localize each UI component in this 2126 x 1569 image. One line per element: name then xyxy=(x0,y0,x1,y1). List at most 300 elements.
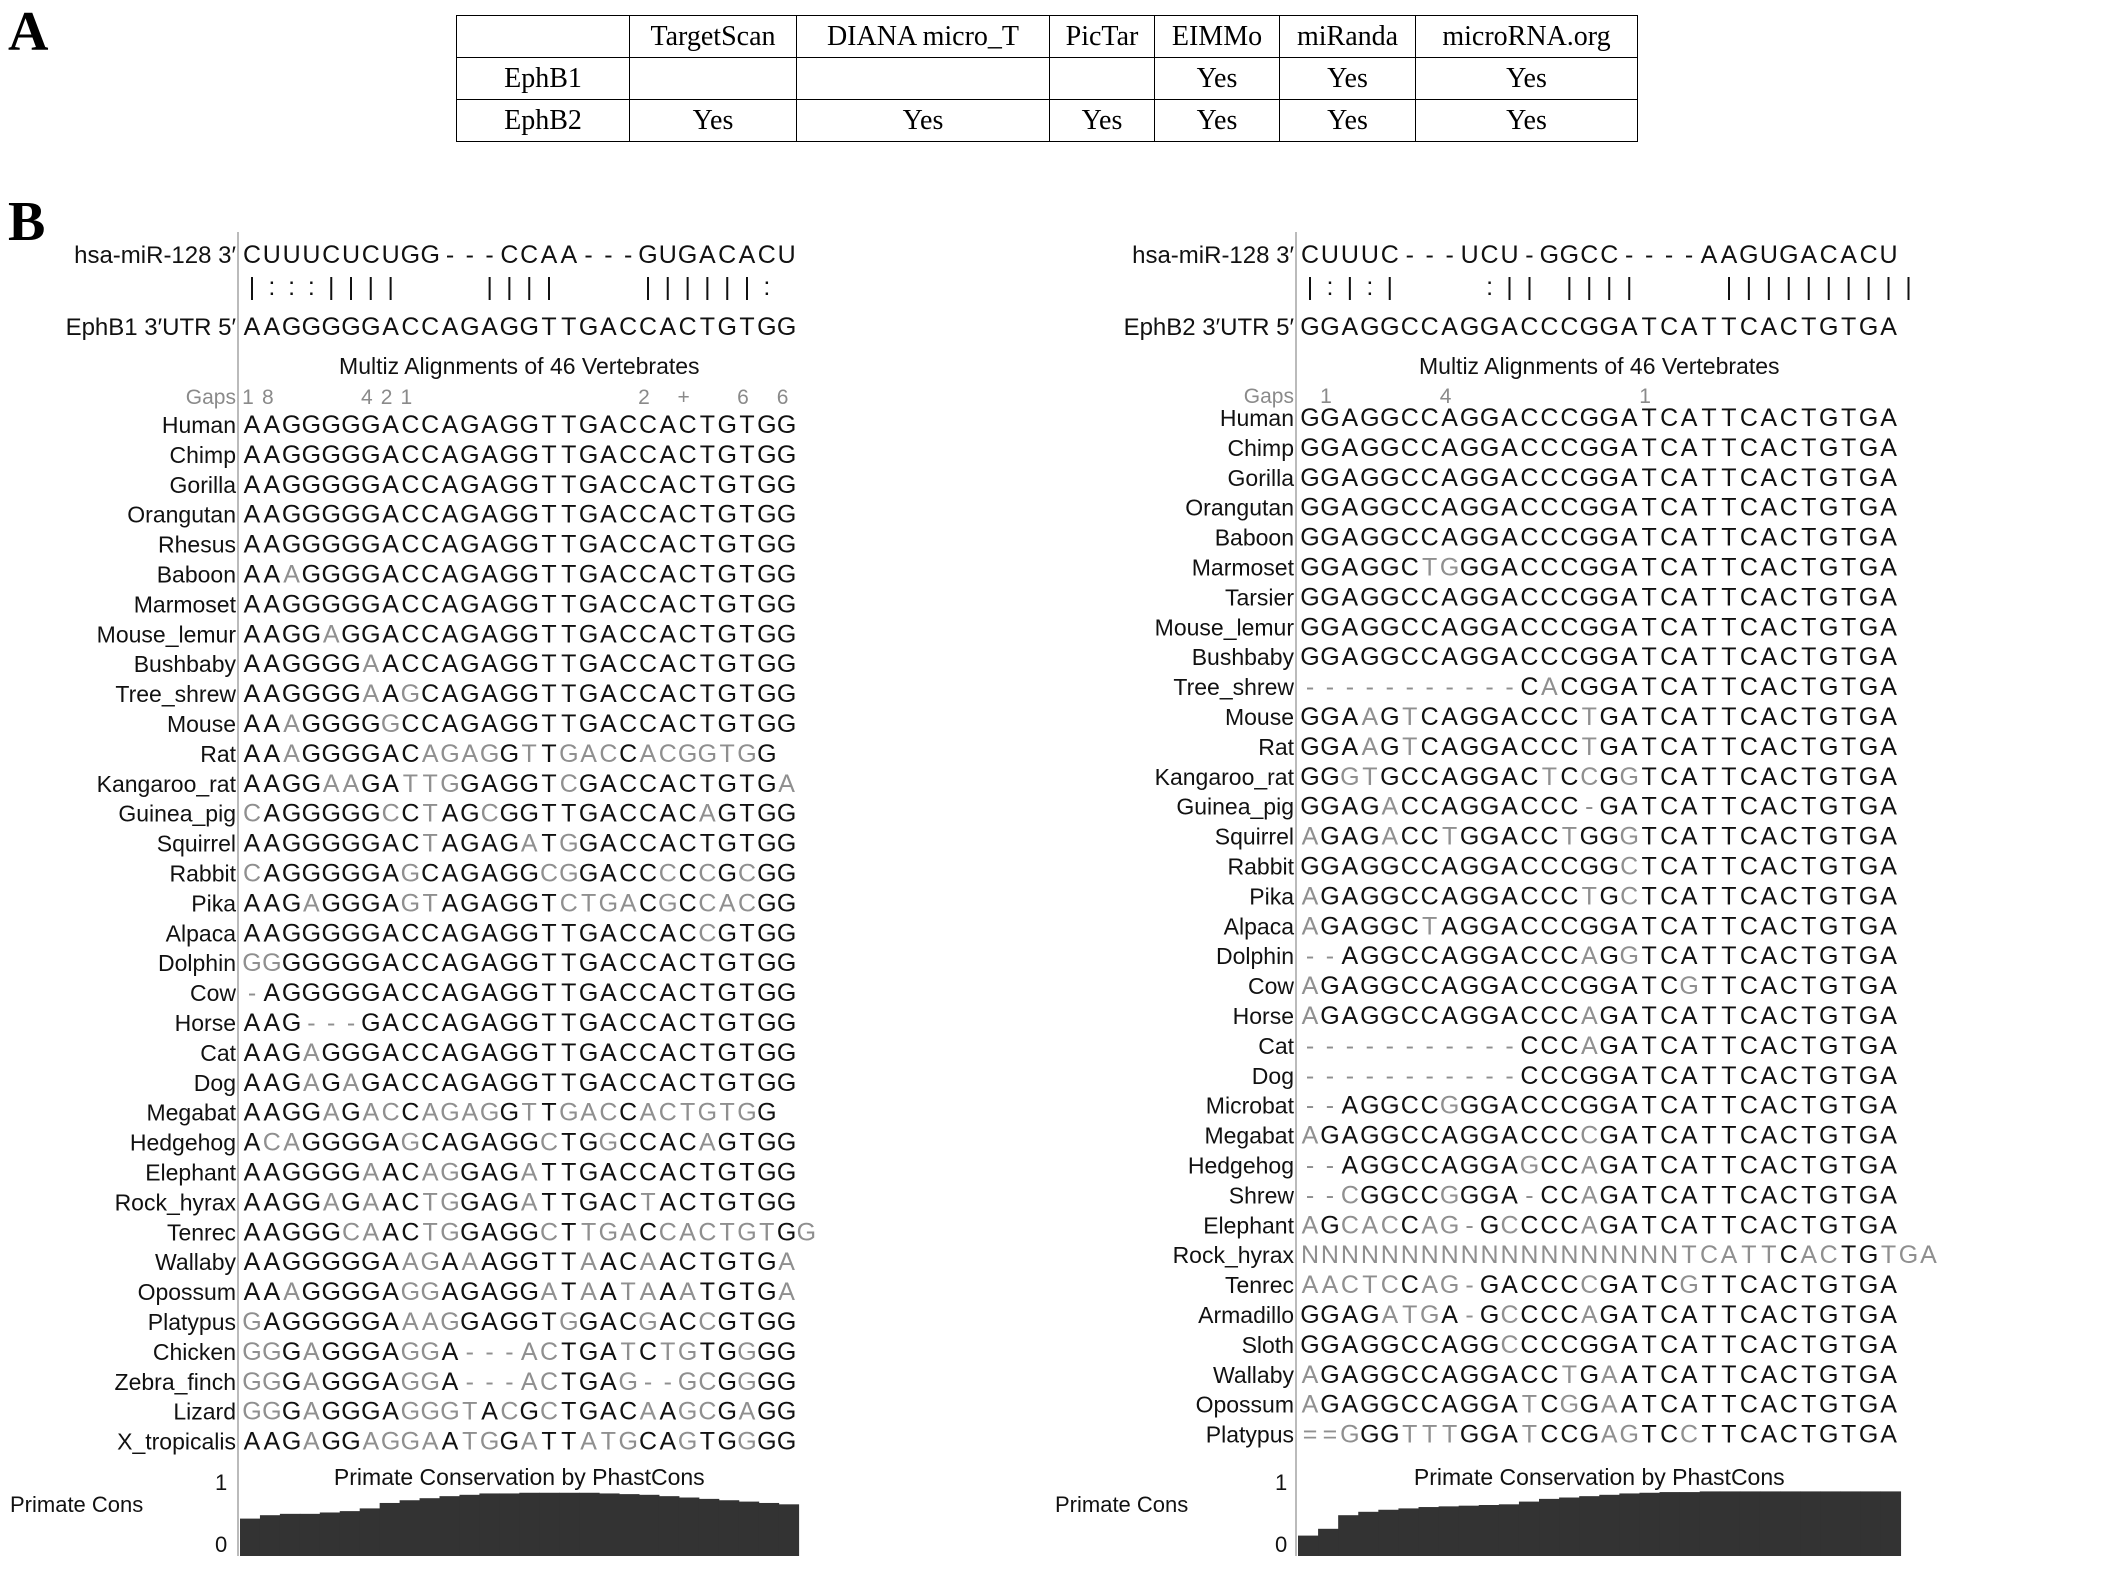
species-base: G xyxy=(1360,972,1380,1001)
species-base: G xyxy=(1479,1121,1500,1150)
table-header-cell: TargetScan xyxy=(630,16,797,58)
species-base: G xyxy=(1380,493,1400,522)
species-base: A xyxy=(303,1397,320,1426)
species-base: C xyxy=(638,500,658,529)
species-base: G xyxy=(499,1427,520,1456)
pairing-mark: | xyxy=(248,273,256,301)
species-base: G xyxy=(499,919,520,948)
species-base: A xyxy=(481,560,498,589)
species-base: T xyxy=(1641,882,1657,911)
mirna-base: - xyxy=(1405,241,1414,269)
species-base: C xyxy=(619,1158,638,1187)
species-base: T xyxy=(580,889,597,918)
species-base: C xyxy=(421,979,440,1008)
species-base: T xyxy=(739,949,755,978)
phastcons-bar xyxy=(1780,1491,1801,1556)
species-base: G xyxy=(361,1009,381,1037)
species-base: A xyxy=(243,530,261,559)
mirna-label: hsa-miR-128 3′ xyxy=(74,242,236,269)
species-base: C xyxy=(1520,1002,1539,1030)
species-base: C xyxy=(638,1038,658,1067)
species-base: A xyxy=(1620,1181,1638,1210)
species-base: G xyxy=(1300,762,1320,791)
species-base: C xyxy=(1560,1330,1579,1359)
species-base: C xyxy=(1779,1241,1798,1270)
species-base: A xyxy=(382,680,399,709)
species-base: A xyxy=(382,440,399,469)
species-base: G xyxy=(776,889,797,918)
species-base: - xyxy=(1465,1211,1474,1240)
species-base: A xyxy=(1441,493,1458,522)
phastcons-ylabel: Primate Cons xyxy=(1055,1492,1189,1517)
species-name: Marmoset xyxy=(1191,554,1294,581)
species-base: A xyxy=(1880,703,1897,731)
species-base: C xyxy=(619,1068,638,1097)
species-name: Rabbit xyxy=(169,860,236,887)
pairing-mark: | xyxy=(664,273,672,301)
species-base: G xyxy=(1818,1061,1839,1090)
species-base: G xyxy=(717,530,737,559)
gap-mark: 1 xyxy=(1639,385,1651,408)
species-base: C xyxy=(1779,1121,1798,1150)
species-base: A xyxy=(1760,1390,1778,1419)
mirna-base: U xyxy=(1340,241,1359,269)
species-base: A xyxy=(441,590,459,619)
species-base: T xyxy=(1701,1211,1717,1240)
species-base: A xyxy=(1441,463,1458,492)
species-base: G xyxy=(1479,882,1500,911)
pairing-mark: : xyxy=(307,273,315,301)
species-base: A xyxy=(659,1009,677,1037)
species-base: G xyxy=(1579,1061,1600,1090)
species-name: Squirrel xyxy=(156,830,236,857)
species-base: C xyxy=(638,560,658,589)
species-base: A xyxy=(243,1098,261,1127)
species-base: T xyxy=(422,1218,438,1247)
species-base: T xyxy=(1422,1420,1438,1449)
species-base: A xyxy=(243,1038,261,1067)
species-base: T xyxy=(541,829,557,858)
species-base: G xyxy=(1898,1241,1919,1270)
species-base: C xyxy=(619,680,638,709)
species-base: C xyxy=(1540,1181,1559,1210)
species-base: G xyxy=(281,1397,302,1426)
species-base: T xyxy=(561,530,577,559)
species-base: T xyxy=(1721,882,1737,911)
species-base: G xyxy=(1459,1360,1480,1389)
phastcons-bar xyxy=(1880,1491,1901,1556)
species-base: G xyxy=(757,739,777,768)
species-base: N xyxy=(1660,1241,1679,1270)
species-base: A xyxy=(1441,703,1458,731)
species-base: G xyxy=(757,500,777,529)
species-base: G xyxy=(420,1397,440,1426)
species-base: G xyxy=(281,1038,302,1067)
species-base: G xyxy=(1459,1420,1480,1449)
species-base: T xyxy=(561,1068,577,1097)
species-base: C xyxy=(1500,1330,1519,1359)
species-base: C xyxy=(1500,1301,1519,1329)
species-base: C xyxy=(1660,1420,1679,1449)
species-base: C xyxy=(1560,972,1579,1001)
species-base: G xyxy=(1479,493,1500,522)
species-base: G xyxy=(499,1188,520,1217)
species-base: A xyxy=(362,680,380,709)
species-base: T xyxy=(1641,463,1657,492)
species-base: G xyxy=(519,859,539,888)
utr-base: C xyxy=(1660,313,1679,341)
species-base: A xyxy=(1441,583,1458,612)
species-base: G xyxy=(1599,673,1619,702)
species-base: C xyxy=(1540,942,1559,971)
species-base: A xyxy=(1501,1271,1518,1300)
species-base: G xyxy=(1858,643,1879,672)
species-base: G xyxy=(1818,852,1839,881)
species-base: A xyxy=(481,1308,498,1336)
species-base: T xyxy=(1721,1420,1737,1449)
pairing-mark: | xyxy=(723,273,731,301)
species-base: G xyxy=(519,1038,539,1067)
species-base: A xyxy=(1620,433,1638,462)
species-base: T xyxy=(1721,583,1737,612)
utr-base: A xyxy=(1341,313,1359,341)
species-base: A xyxy=(382,1218,399,1247)
species-base: G xyxy=(1459,852,1480,881)
species-base: T xyxy=(1841,1181,1857,1210)
species-base: A xyxy=(441,859,459,888)
utr-base: C xyxy=(1739,313,1758,341)
species-base: G xyxy=(519,530,539,559)
species-base: G xyxy=(1858,1241,1879,1270)
species-base: C xyxy=(1540,583,1559,612)
phastcons-bar xyxy=(539,1493,559,1556)
species-base: G xyxy=(1479,463,1500,492)
species-base: A xyxy=(481,949,498,978)
species-base: G xyxy=(1599,1002,1619,1030)
species-base: C xyxy=(1660,1151,1679,1180)
species-base: T xyxy=(1721,972,1737,1001)
species-base: A xyxy=(1620,493,1638,522)
utr-base: A xyxy=(441,313,459,341)
species-base: C xyxy=(1540,912,1559,941)
species-base: N xyxy=(1540,1241,1559,1270)
species-base: T xyxy=(1801,1151,1817,1180)
utr-base: G xyxy=(460,313,480,341)
species-base: G xyxy=(321,919,341,948)
species-base: C xyxy=(539,1218,559,1247)
species-base: G xyxy=(361,979,381,1008)
species-base: G xyxy=(776,1188,797,1217)
species-base: A xyxy=(1441,1360,1458,1389)
utr-base: G xyxy=(519,313,539,341)
species-base: A xyxy=(1680,673,1698,702)
species-base: G xyxy=(1300,553,1320,582)
species-base: A xyxy=(600,560,617,589)
species-base: G xyxy=(400,1397,421,1426)
species-base: G xyxy=(281,440,302,469)
pairing-mark: | xyxy=(1346,273,1354,301)
species-base: G xyxy=(301,859,322,888)
species-base: C xyxy=(1400,1181,1419,1210)
species-base: A xyxy=(1680,1390,1698,1419)
species-base: T xyxy=(1701,912,1717,941)
species-base: G xyxy=(361,1128,381,1157)
species-base: G xyxy=(499,1009,520,1037)
species-base: T xyxy=(1701,404,1717,432)
species-base: A xyxy=(1381,792,1399,821)
species-base: T xyxy=(1641,1211,1657,1240)
species-name: Rat xyxy=(1258,733,1294,760)
species-base: A xyxy=(382,859,399,888)
species-base: C xyxy=(619,799,638,828)
species-base: - xyxy=(1505,1031,1514,1060)
utr-base: G xyxy=(757,313,777,341)
species-base: A xyxy=(1680,1330,1698,1359)
species-base: G xyxy=(1380,613,1400,642)
species-base: T xyxy=(561,1038,577,1067)
species-base: A xyxy=(600,979,617,1008)
species-base: T xyxy=(699,1248,716,1277)
species-base: G xyxy=(341,1308,361,1336)
species-base: C xyxy=(1520,1301,1539,1329)
phastcons-ylabel: Primate Cons xyxy=(10,1492,144,1517)
species-base: C xyxy=(539,1367,559,1396)
species-base: G xyxy=(321,1038,341,1067)
species-base: G xyxy=(1300,852,1320,881)
species-base: G xyxy=(1579,1420,1600,1449)
species-base: G xyxy=(1599,583,1619,612)
species-base: G xyxy=(460,979,480,1008)
mirna-base: - xyxy=(1684,241,1694,269)
species-base: C xyxy=(401,710,420,738)
species-base: G xyxy=(1320,493,1340,522)
species-base: T xyxy=(739,590,755,619)
species-base: T xyxy=(541,769,557,798)
species-base: G xyxy=(1858,553,1879,582)
species-base: G xyxy=(1619,822,1639,851)
species-base: T xyxy=(1801,732,1817,761)
species-base: A xyxy=(1680,643,1698,672)
species-base: G xyxy=(460,1128,480,1157)
species-base: C xyxy=(638,859,658,888)
species-base: G xyxy=(321,500,341,529)
mirna-base: C xyxy=(361,241,380,269)
species-base: A xyxy=(1301,882,1319,911)
species-base: G xyxy=(301,1098,322,1127)
species-base: A xyxy=(600,530,617,559)
species-base: T xyxy=(699,949,716,978)
species-base: A xyxy=(1501,912,1518,941)
mirna-base: - xyxy=(604,241,613,269)
species-base: A xyxy=(263,739,281,768)
species-base: T xyxy=(1741,1241,1757,1270)
species-base: T xyxy=(1402,1420,1418,1449)
species-base: G xyxy=(321,710,341,738)
species-name: Cow xyxy=(1247,973,1294,1000)
species-base: C xyxy=(1779,523,1798,552)
mirna-base: U xyxy=(1759,241,1778,269)
species-base: G xyxy=(361,1248,381,1277)
utr-base: C xyxy=(1779,313,1798,341)
species-base: A xyxy=(263,919,281,948)
species-base: G xyxy=(1360,882,1380,911)
pairing-mark: : xyxy=(1486,273,1494,301)
species-base: G xyxy=(281,650,302,679)
species-base: T xyxy=(561,1397,577,1426)
species-base: A xyxy=(600,620,617,649)
species-base: - xyxy=(1465,673,1474,702)
species-base: A xyxy=(1441,1002,1458,1030)
phastcons-bar xyxy=(1539,1499,1560,1556)
utr-base: C xyxy=(401,313,420,341)
species-base: C xyxy=(1400,912,1419,941)
species-base: T xyxy=(1721,404,1737,432)
species-base: A xyxy=(1620,1301,1638,1329)
species-base: A xyxy=(659,1397,677,1426)
species-base: G xyxy=(578,411,599,439)
mirna-base: G xyxy=(1739,241,1759,269)
pairing-mark: : xyxy=(1366,273,1374,301)
species-base: A xyxy=(1620,1211,1638,1240)
mirna-base: U xyxy=(1360,241,1379,269)
species-base: G xyxy=(578,1038,599,1067)
phastcons-ytick-top: 1 xyxy=(215,1470,228,1495)
species-base: A xyxy=(1680,942,1698,971)
species-base: T xyxy=(699,1009,716,1037)
pairing-mark: | xyxy=(1845,273,1852,301)
species-base: A xyxy=(1760,852,1778,881)
species-base: T xyxy=(1801,523,1817,552)
species-base: A xyxy=(441,710,459,738)
species-base: A xyxy=(1341,822,1359,851)
utr-base: A xyxy=(481,313,498,341)
species-base: G xyxy=(1380,1121,1400,1150)
species-base: A xyxy=(1880,732,1897,761)
species-base: G xyxy=(578,650,599,679)
species-base: T xyxy=(1442,1420,1458,1449)
species-base: A xyxy=(659,1248,677,1277)
species-base: C xyxy=(678,560,697,589)
species-base: - xyxy=(465,1367,474,1396)
species-base: T xyxy=(739,440,755,469)
species-base: C xyxy=(1560,703,1579,731)
species-base: G xyxy=(1479,583,1500,612)
species-base: A xyxy=(481,620,498,649)
species-base: N xyxy=(1340,1241,1359,1270)
species-base: - xyxy=(1325,1031,1335,1060)
species-base: G xyxy=(301,440,322,469)
species-base: C xyxy=(1400,1390,1419,1419)
species-base: A xyxy=(1381,1301,1399,1329)
species-base: C xyxy=(1520,643,1539,672)
species-base: G xyxy=(440,1098,460,1127)
species-base: G xyxy=(499,440,520,469)
pairing-mark: | xyxy=(387,273,394,301)
species-base: A xyxy=(1880,1121,1897,1150)
species-base: A xyxy=(263,1308,281,1336)
species-base: C xyxy=(1739,972,1758,1001)
species-base: T xyxy=(1841,852,1857,881)
mirna-base: C xyxy=(1480,241,1499,269)
species-name: Shrew xyxy=(1228,1182,1294,1209)
species-base: C xyxy=(619,949,638,978)
species-base: C xyxy=(1540,792,1559,821)
species-base: A xyxy=(659,829,677,858)
species-base: C xyxy=(1340,1181,1359,1210)
species-base: A xyxy=(481,1278,498,1307)
species-base: G xyxy=(361,620,381,649)
species-base: A xyxy=(1441,1121,1458,1150)
species-base: - xyxy=(1385,1031,1394,1060)
species-base: T xyxy=(699,1068,716,1097)
pairing-mark: | xyxy=(327,273,335,301)
species-base: C xyxy=(539,1397,559,1426)
species-base: G xyxy=(1320,1121,1340,1150)
species-base: A xyxy=(243,1128,261,1157)
species-base: T xyxy=(541,560,557,589)
species-base: G xyxy=(1320,1390,1340,1419)
species-base: C xyxy=(1400,493,1419,522)
species-base: A xyxy=(263,680,281,709)
species-base: G xyxy=(499,710,520,738)
species-base: T xyxy=(1581,882,1597,911)
species-base: G xyxy=(1360,852,1380,881)
species-base: T xyxy=(1721,433,1737,462)
species-base: G xyxy=(1320,703,1340,731)
species-base: A xyxy=(580,1427,597,1456)
species-base: C xyxy=(1520,1091,1539,1120)
species-base: A xyxy=(1760,1271,1778,1300)
species-base: G xyxy=(757,1397,777,1426)
species-base: C xyxy=(1779,1390,1798,1419)
utr-base: T xyxy=(1701,313,1717,341)
species-base: C xyxy=(1420,822,1439,851)
species-base: C xyxy=(1560,553,1579,582)
phastcons-bar xyxy=(1599,1495,1620,1556)
species-base: G xyxy=(757,1009,777,1037)
species-base: G xyxy=(400,889,421,918)
species-base: C xyxy=(1540,433,1559,462)
species-base: A xyxy=(1880,404,1897,432)
species-base: A xyxy=(600,1188,617,1217)
species-base: A xyxy=(1301,972,1319,1001)
species-base: A xyxy=(1501,1360,1518,1389)
species-base: T xyxy=(1841,1360,1857,1389)
species-base: G xyxy=(341,1248,361,1277)
mirna-base: C xyxy=(322,241,341,269)
species-base: G xyxy=(1479,1301,1500,1329)
species-base: A xyxy=(441,1038,459,1067)
species-base: T xyxy=(561,680,577,709)
species-base: G xyxy=(578,590,599,619)
species-base: A xyxy=(659,769,677,798)
species-base: T xyxy=(422,799,438,828)
species-base: G xyxy=(460,859,480,888)
species-base: T xyxy=(739,769,755,798)
species-base: T xyxy=(1801,1301,1817,1329)
species-base: T xyxy=(699,650,716,679)
species-base: T xyxy=(541,1158,557,1187)
species-base: A xyxy=(1341,852,1359,881)
species-base: A xyxy=(1341,1121,1359,1150)
species-base: C xyxy=(1560,762,1579,791)
species-base: A xyxy=(1680,792,1698,821)
species-base: G xyxy=(757,889,777,918)
species-base: G xyxy=(717,799,737,828)
species-base: A xyxy=(243,650,261,679)
mirna-base: - xyxy=(1425,241,1434,269)
species-base: N xyxy=(1400,1241,1419,1270)
